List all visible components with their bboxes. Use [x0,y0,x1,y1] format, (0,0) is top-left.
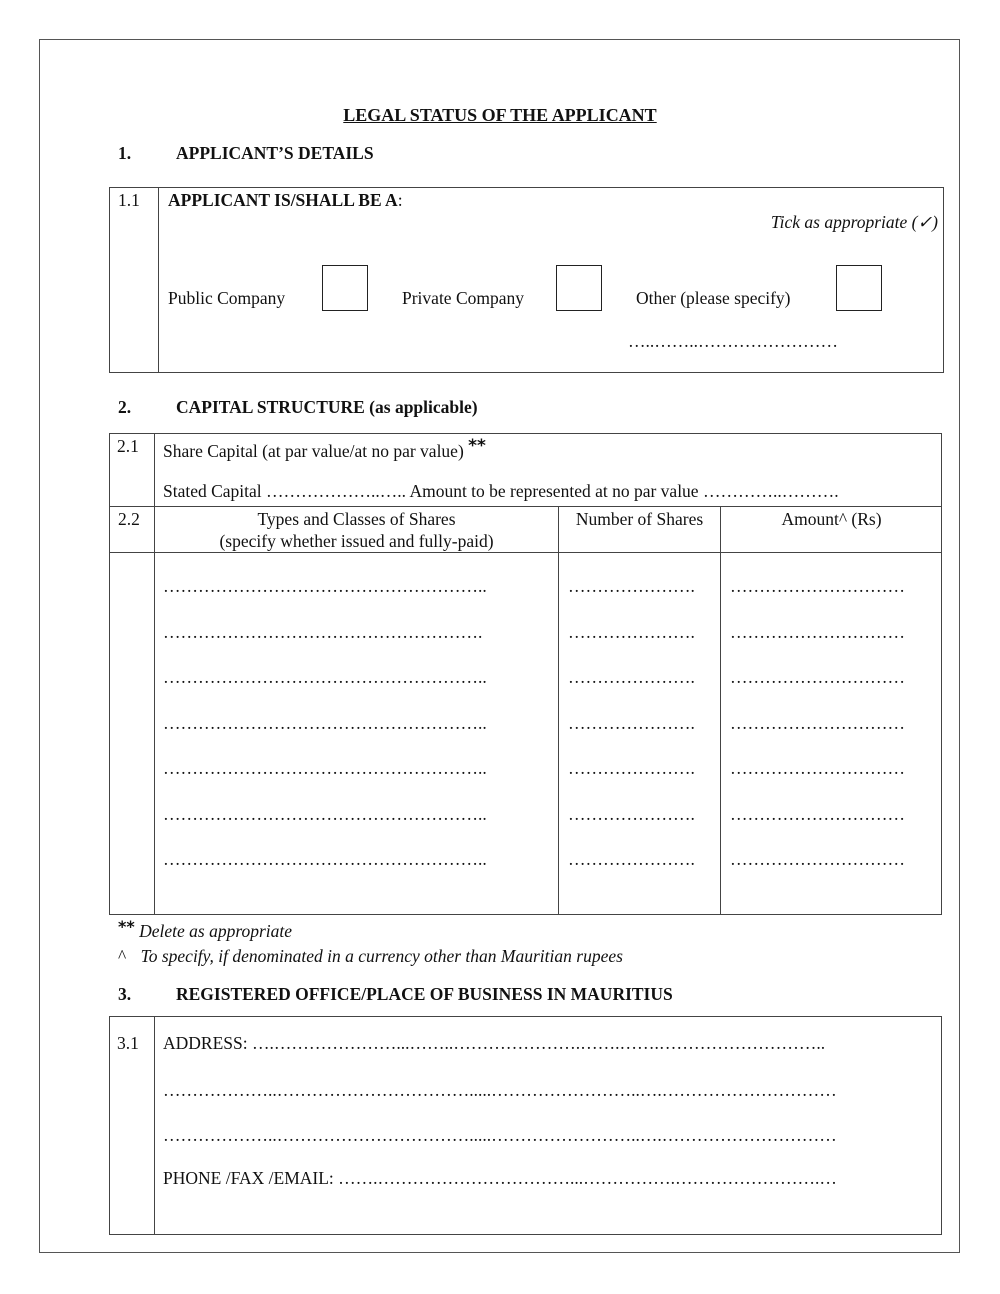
share-number-cell[interactable]: …………………. [568,576,695,596]
divider [158,187,159,373]
share-amount-cell[interactable]: ………………………… [730,758,905,778]
share-number-cell[interactable]: …………………. [568,804,695,824]
share-type-cell[interactable]: ……………………………………………….. [163,758,487,778]
share-type-cell[interactable]: ……………………………………………….. [163,804,487,824]
share-amount-cell[interactable]: ………………………… [730,622,905,642]
section1-number: 1. [118,143,132,163]
option-public-company-label: Public Company [168,288,286,308]
footnote-currency [118,946,623,967]
other-specify-field[interactable]: …..……..…………………… [628,331,838,351]
option-other-label: Other (please specify) [636,288,791,308]
share-type-cell[interactable]: ……………………………………………….. [163,576,487,596]
private-company-checkbox[interactable] [556,265,602,311]
column-header-types: Types and Classes of Shares [257,509,456,529]
footnote-delete-text: Delete as appropriate [139,921,293,941]
asterisk-mark: ** [468,436,486,456]
share-amount-cell[interactable]: ………………………… [730,667,905,687]
footnote-delete [118,917,293,942]
share-amount-cell[interactable]: ………………………… [730,804,905,824]
divider [154,1016,155,1235]
row-number-2-1: 2.1 [117,436,139,456]
row-number-1-1: 1.1 [118,190,140,210]
applicant-type-label-colon: : [397,190,403,210]
share-amount-cell[interactable]: ………………………… [730,849,905,869]
share-number-cell[interactable]: …………………. [568,622,695,642]
share-amount-cell[interactable]: ………………………… [730,713,905,733]
footnote-mark-caret: ^ [118,946,127,966]
share-type-cell[interactable]: ……………………………………………….. [163,849,487,869]
divider [154,433,155,915]
share-amount-cell[interactable]: ………………………… [730,576,905,596]
section1-heading: APPLICANT’S DETAILS [176,143,374,163]
column-header-amount: Amount^ (Rs) [781,509,882,529]
section3-number: 3. [118,984,132,1004]
phone-fax-email-field[interactable]: PHONE /FAX /EMAIL: …….……………………………...…………….…………………….… [163,1168,837,1188]
section2-heading: CAPITAL STRUCTURE (as applicable) [176,397,478,417]
share-number-cell[interactable]: …………………. [568,758,695,778]
column-header-number: Number of Shares [575,509,704,529]
applicant-type-label [168,190,403,211]
applicant-type-label-bold: APPLICANT IS/SHALL BE A [168,190,398,210]
option-private-company-label: Private Company [402,288,524,308]
share-number-cell[interactable]: …………………. [568,849,695,869]
column-header-types-note: (specify whether issued and fully-paid) [219,531,494,551]
section3-heading: REGISTERED OFFICE/PLACE OF BUSINESS IN MAURITIUS [176,984,673,1004]
public-company-checkbox[interactable] [322,265,368,311]
share-number-cell[interactable]: …………………. [568,713,695,733]
row-number-3-1: 3.1 [117,1033,139,1053]
divider [720,506,721,915]
tick-note: Tick as appropriate (✓) [770,212,938,232]
address-line-2[interactable]: ………………..…………………………….....……………………..….………………………… [163,1080,837,1100]
section2-number: 2. [118,397,132,417]
divider [109,506,942,507]
share-number-cell[interactable]: …………………. [568,667,695,687]
row-number-2-2: 2.2 [118,509,140,529]
stated-capital-line: Stated Capital ………………..….. Amount to be represented at no par value …………..………. [163,481,839,501]
footnote-mark-asterisks: ** [118,917,135,936]
other-checkbox[interactable] [836,265,882,311]
divider [109,552,942,553]
address-field[interactable]: ADDRESS: ….…………………...……..………………….…….…….……………………….. [163,1033,826,1053]
address-line-3[interactable]: ………………..…………………………….....……………………..….………………………… [163,1125,837,1145]
share-type-cell[interactable]: ……………………………………………….. [163,667,487,687]
divider [558,506,559,915]
share-type-cell[interactable]: ……………………………………………….. [163,713,487,733]
page-title: LEGAL STATUS OF THE APPLICANT [343,105,657,125]
share-capital-label [163,436,486,462]
footnote-currency-text: To specify, if denominated in a currency other than Mauritian rupees [140,946,623,966]
share-capital-text: Share Capital (at par value/at no par value) [163,441,464,461]
share-type-cell[interactable]: ………………………………………………. [163,622,483,642]
